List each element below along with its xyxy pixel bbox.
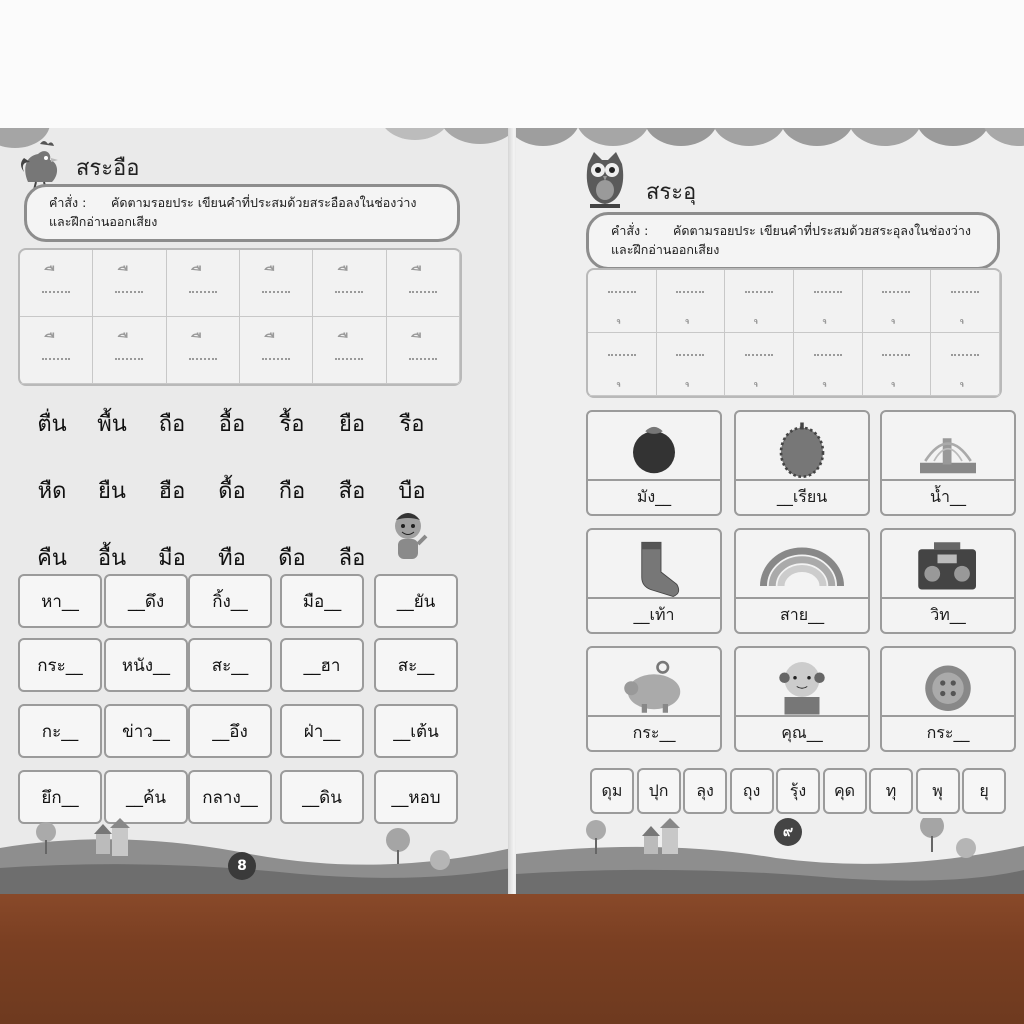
word-item: ยืน <box>98 479 126 504</box>
dotted-guide <box>189 291 217 293</box>
dotted-guide <box>409 358 437 360</box>
word-list <box>22 406 442 575</box>
page-number: 8 <box>228 852 256 880</box>
instruction-text: คัดตามรอยประ เขียนคำที่ประสมด้วยสระอือลงในช่องว่าง <box>111 195 417 210</box>
owl-icon <box>584 150 626 214</box>
picture-caption[interactable]: วิท__ <box>882 597 1014 632</box>
rainbow-icon <box>736 530 868 600</box>
dotted-guide <box>115 358 143 360</box>
trace-cell[interactable] <box>588 270 657 333</box>
fill-in-box[interactable]: หา__ <box>18 574 102 628</box>
fill-in-box[interactable]: กิ้ง__ <box>188 574 272 628</box>
instruction-text: คัดตามรอยประ เขียนคำที่ประสมด้วยสระอุลงในช่องว่าง <box>673 223 971 238</box>
word-item: ทือ <box>218 546 246 571</box>
trace-cell[interactable] <box>931 333 1000 396</box>
trace-cell[interactable] <box>794 333 863 396</box>
trace-cell[interactable] <box>931 270 1000 333</box>
dotted-guide <box>335 291 363 293</box>
word-item: มือ <box>158 546 186 571</box>
dotted-guide <box>608 291 636 293</box>
trace-cell[interactable] <box>167 250 240 317</box>
picture-caption[interactable]: __เท้า <box>588 597 720 632</box>
decor-bubble <box>916 128 990 146</box>
trace-cell[interactable] <box>93 317 166 384</box>
option-box[interactable]: ทุ <box>869 768 913 814</box>
fill-in-box[interactable]: มือ__ <box>280 574 364 628</box>
word-item: ลือ <box>338 546 366 571</box>
fill-in-box[interactable]: หนัง__ <box>104 638 188 692</box>
mangosteen-icon <box>588 412 720 482</box>
fill-in-box[interactable]: สะ__ <box>188 638 272 692</box>
picture-caption[interactable]: คุณ__ <box>736 715 868 750</box>
option-box[interactable]: พุ <box>916 768 960 814</box>
word-item: ตื่น <box>37 412 67 437</box>
option-box[interactable]: ลุง <box>683 768 727 814</box>
trace-cell[interactable] <box>387 250 460 317</box>
dotted-guide <box>676 354 704 356</box>
trace-cell[interactable] <box>20 250 93 317</box>
fill-in-box[interactable]: ฝ่า__ <box>280 704 364 758</box>
dotted-guide <box>951 354 979 356</box>
fill-in-box[interactable]: __หอบ <box>374 770 458 824</box>
fill-in-box[interactable]: ยึก__ <box>18 770 102 824</box>
word-item: กือ <box>278 479 306 504</box>
decor-bubble <box>576 128 650 146</box>
option-box[interactable]: ยุ <box>962 768 1006 814</box>
landscape-illustration <box>0 818 512 894</box>
word-item: ดื้อ <box>218 479 246 504</box>
kid-icon <box>388 510 428 566</box>
fill-in-box[interactable]: __ดึง <box>104 574 188 628</box>
background <box>0 0 1024 130</box>
picture-card <box>880 528 1016 634</box>
tracing-grid <box>586 268 1002 398</box>
picture-caption[interactable]: กระ__ <box>588 715 720 750</box>
instruction-box <box>586 212 1000 270</box>
picture-card <box>734 410 870 516</box>
picture-card <box>586 410 722 516</box>
dotted-guide <box>262 358 290 360</box>
page-number: ๙ <box>774 818 802 846</box>
landscape-illustration <box>516 818 1024 894</box>
dotted-guide <box>335 358 363 360</box>
trace-cell[interactable] <box>20 317 93 384</box>
dotted-guide <box>115 291 143 293</box>
trace-cell[interactable] <box>387 317 460 384</box>
sock-icon <box>588 530 720 600</box>
dotted-guide <box>882 354 910 356</box>
decor-bubble <box>712 128 786 146</box>
word-item: บือ <box>398 479 426 504</box>
word-item: พื้น <box>97 412 127 437</box>
word-item: ถือ <box>158 412 186 437</box>
grandpa-icon <box>736 648 868 718</box>
fill-in-box[interactable]: กะ__ <box>18 704 102 758</box>
picture-caption[interactable]: มัง__ <box>588 479 720 514</box>
picture-caption[interactable]: สาย__ <box>736 597 868 632</box>
dotted-guide <box>409 291 437 293</box>
picture-card <box>880 646 1016 752</box>
dotted-guide <box>745 354 773 356</box>
word-item: สือ <box>338 479 366 504</box>
decor-bubble <box>848 128 922 146</box>
word-item: รือ <box>399 412 425 437</box>
word-item: ยือ <box>338 412 366 437</box>
instruction-label: คำสั่ง : <box>49 195 87 210</box>
dotted-guide <box>951 291 979 293</box>
piggy-bank-icon <box>588 648 720 718</box>
dotted-guide <box>814 354 842 356</box>
option-box[interactable]: ถุง <box>730 768 774 814</box>
word-item: อื้อ <box>218 412 246 437</box>
trace-cell[interactable] <box>657 270 726 333</box>
decor-bubble <box>982 128 1024 146</box>
dotted-guide <box>814 291 842 293</box>
fill-in-box[interactable]: __ค้น <box>104 770 188 824</box>
dotted-guide <box>882 291 910 293</box>
dotted-guide <box>42 358 70 360</box>
fill-in-box[interactable]: __ยัน <box>374 574 458 628</box>
fill-in-box[interactable]: กระ__ <box>18 638 102 692</box>
instruction-text: และฝึกอ่านออกเสียง <box>611 242 720 257</box>
button-icon <box>882 648 1014 718</box>
trace-cell[interactable] <box>313 250 386 317</box>
fill-in-box[interactable]: __ฮา <box>280 638 364 692</box>
instruction-box <box>24 184 460 242</box>
dotted-guide <box>608 354 636 356</box>
left-page <box>0 128 512 894</box>
picture-caption[interactable]: น้ำ__ <box>882 479 1014 514</box>
word-item: หืด <box>37 479 67 504</box>
picture-caption[interactable]: __เรียน <box>736 479 868 514</box>
decor-bubble <box>516 128 580 146</box>
trace-cell[interactable] <box>240 250 313 317</box>
trace-cell[interactable] <box>657 333 726 396</box>
option-box[interactable]: คุด <box>823 768 867 814</box>
durian-icon <box>736 412 868 482</box>
fill-in-box[interactable]: ข่าว__ <box>104 704 188 758</box>
fountain-icon <box>882 412 1014 482</box>
trace-cell[interactable] <box>725 333 794 396</box>
radio-icon <box>882 530 1014 600</box>
option-box[interactable]: รุ้ง <box>776 768 820 814</box>
word-item: ดือ <box>278 546 306 571</box>
page-title: สระอุ <box>646 180 697 205</box>
dotted-guide <box>189 358 217 360</box>
fill-in-box[interactable]: __อึง <box>188 704 272 758</box>
right-page <box>516 128 1024 894</box>
trace-cell[interactable] <box>863 270 932 333</box>
word-item: คืน <box>37 546 67 571</box>
decor-bubble <box>380 128 450 140</box>
fill-in-box[interactable]: __เต้น <box>374 704 458 758</box>
picture-card <box>734 646 870 752</box>
decor-bubble <box>780 128 854 146</box>
picture-card <box>734 528 870 634</box>
word-item: ฮือ <box>158 479 186 504</box>
wooden-table <box>0 890 1024 1024</box>
instruction-label: คำสั่ง : <box>611 223 649 238</box>
tracing-grid <box>18 248 462 386</box>
trace-cell[interactable] <box>863 333 932 396</box>
rooster-icon <box>18 138 66 190</box>
picture-card <box>880 410 1016 516</box>
trace-cell[interactable] <box>93 250 166 317</box>
trace-cell[interactable] <box>794 270 863 333</box>
dotted-guide <box>676 291 704 293</box>
dotted-guide <box>262 291 290 293</box>
page-title: สระอือ <box>76 156 140 181</box>
fill-in-box[interactable]: __ดิน <box>280 770 364 824</box>
trace-cell[interactable] <box>588 333 657 396</box>
dotted-guide <box>42 291 70 293</box>
option-box[interactable]: ปุก <box>637 768 681 814</box>
trace-cell[interactable] <box>725 270 794 333</box>
decor-bubble <box>644 128 718 146</box>
dotted-guide <box>745 291 773 293</box>
trace-cell[interactable] <box>167 317 240 384</box>
fill-in-box[interactable]: สะ__ <box>374 638 458 692</box>
fill-in-box[interactable]: กลาง__ <box>188 770 272 824</box>
trace-cell[interactable] <box>313 317 386 384</box>
word-item: รื้อ <box>279 412 305 437</box>
decor-bubble <box>440 128 512 144</box>
instruction-text: และฝึกอ่านออกเสียง <box>49 214 158 229</box>
option-box[interactable]: ดุม <box>590 768 634 814</box>
picture-card <box>586 646 722 752</box>
picture-caption[interactable]: กระ__ <box>882 715 1014 750</box>
word-item: อื้น <box>97 546 127 571</box>
picture-card <box>586 528 722 634</box>
trace-cell[interactable] <box>240 317 313 384</box>
